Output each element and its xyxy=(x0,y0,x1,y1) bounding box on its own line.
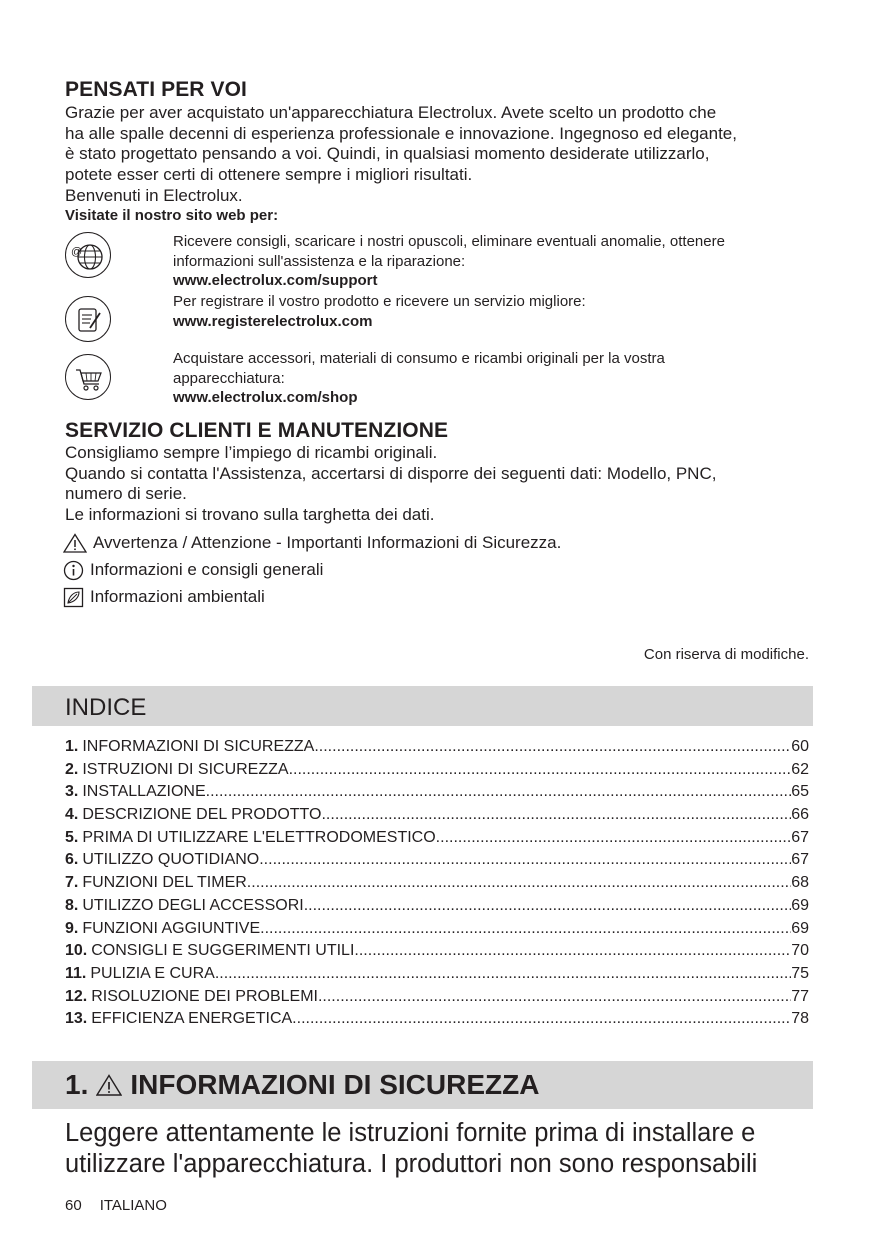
toc-title: ISTRUZIONI DI SICUREZZA xyxy=(82,760,289,778)
environment-icon xyxy=(63,587,84,608)
toc-entry[interactable] xyxy=(65,940,809,963)
service-paragraph xyxy=(65,443,825,526)
page-footer xyxy=(65,1196,167,1216)
toc-page: 77 xyxy=(791,987,809,1005)
web-link-shop xyxy=(173,349,813,408)
safety-heading: INFORMAZIONI DI SICUREZZA xyxy=(130,1069,540,1100)
toc-number: 13. xyxy=(65,1010,88,1028)
safety-number: 1. xyxy=(65,1069,89,1100)
web-link-text: Per registrare il vostro prodotto e ricevere un servizio migliore: xyxy=(173,293,586,310)
toc-entry[interactable] xyxy=(65,963,809,986)
safety-intro xyxy=(65,1118,825,1180)
intro-line: potete esser certi di ottenere sempre i migliori risultati. xyxy=(65,165,473,185)
legend-text: Informazioni e consigli generali xyxy=(90,560,324,579)
toc-entry[interactable] xyxy=(65,827,809,850)
toc-number: 7. xyxy=(65,874,79,892)
toc-number: 1. xyxy=(65,738,79,755)
toc-number: 2. xyxy=(65,760,79,778)
toc-entry[interactable] xyxy=(65,736,809,759)
web-link-text: Ricevere consigli, scaricare i nostri opuscoli, eliminare eventuali anomalie, ottenere xyxy=(173,233,725,250)
safety-title xyxy=(65,1067,539,1103)
toc-leader xyxy=(215,963,791,986)
shopping-cart-icon xyxy=(65,354,111,400)
service-line: numero di serie. xyxy=(65,484,187,504)
support-link[interactable]: www.electrolux.com/support xyxy=(173,272,378,289)
toc-number: 6. xyxy=(65,851,79,869)
service-line: Quando si contatta l'Assistenza, accertarsi di disporre dei seguenti dati: Modello, PNC, xyxy=(65,463,717,483)
web-link-text: apparecchiatura: xyxy=(173,369,285,387)
toc-number: 11. xyxy=(65,964,87,982)
toc-number: 9. xyxy=(65,919,79,937)
legend-environment xyxy=(63,586,265,608)
toc-leader xyxy=(259,849,791,872)
info-icon xyxy=(63,560,84,581)
register-icon xyxy=(65,296,111,342)
toc-title: FUNZIONI DEL TIMER xyxy=(82,874,247,892)
toc-page: 66 xyxy=(791,806,809,824)
toc-number: 12. xyxy=(65,987,88,1005)
toc-title: RISOLUZIONE DEI PROBLEMI xyxy=(91,987,318,1005)
svg-text:@: @ xyxy=(71,246,83,258)
toc-title: INFORMAZIONI DI SICUREZZA xyxy=(82,738,315,755)
globe-icon xyxy=(65,232,111,278)
service-line: Consigliamo sempre l’impiego di ricambi originali. xyxy=(65,443,438,462)
intro-line: Benvenuti in Electrolux. xyxy=(65,185,243,205)
toc-entry[interactable] xyxy=(65,895,809,918)
toc-leader xyxy=(206,781,792,804)
toc-page: 70 xyxy=(791,942,809,960)
safety-intro-line: Leggere attentamente le istruzioni fornite prima di installare e xyxy=(65,1119,756,1147)
web-link-text: informazioni sull'assistenza e la riparazione: xyxy=(173,252,466,270)
toc-title: FUNZIONI AGGIUNTIVE xyxy=(82,919,261,937)
toc-entry[interactable] xyxy=(65,986,809,1009)
toc-title: DESCRIZIONE DEL PRODOTTO xyxy=(82,806,322,824)
register-link[interactable]: www.registerelectrolux.com xyxy=(173,312,373,330)
toc-leader xyxy=(314,736,791,759)
legend-warning xyxy=(63,532,561,554)
toc-entry[interactable] xyxy=(65,759,809,782)
intro-line: è stato progettato pensando a voi. Quindi, in qualsiasi momento desiderate utilizzarlo, xyxy=(65,144,710,164)
footer-language: ITALIANO xyxy=(99,1197,167,1214)
toc-page: 67 xyxy=(791,851,809,869)
toc-leader xyxy=(354,940,791,963)
warning-icon xyxy=(96,1074,122,1096)
toc-number: 10. xyxy=(65,942,88,960)
service-title: SERVIZIO CLIENTI E MANUTENZIONE xyxy=(65,419,449,442)
toc-title: PULIZIA E CURA xyxy=(90,964,215,982)
toc-page: 62 xyxy=(791,760,809,778)
toc-entry[interactable] xyxy=(65,1008,809,1031)
page-number: 60 xyxy=(65,1197,82,1214)
toc-leader xyxy=(436,827,792,850)
toc-number: 4. xyxy=(65,806,79,824)
toc-page: 69 xyxy=(791,919,809,937)
reserve-note: Con riserva di modifiche. xyxy=(643,646,809,663)
toc-number: 8. xyxy=(65,896,79,914)
toc-entry[interactable] xyxy=(65,872,809,895)
toc-leader xyxy=(318,986,791,1009)
toc-title: PRIMA DI UTILIZZARE L'ELETTRODOMESTICO xyxy=(82,828,436,846)
legend-text: Avvertenza / Attenzione - Importanti Informazioni di Sicurezza. xyxy=(93,533,562,552)
intro-line: ha alle spalle decenni di esperienza professionale e innovazione. Ingegnoso ed elegante, xyxy=(65,123,737,143)
legend-text: Informazioni ambientali xyxy=(90,587,265,606)
web-link-register xyxy=(173,292,813,331)
visit-label: Visitate il nostro sito web per: xyxy=(65,207,279,224)
toc-entry[interactable] xyxy=(65,918,809,941)
web-link-support xyxy=(173,232,813,291)
toc-number: 5. xyxy=(65,828,79,846)
intro-line: Grazie per aver acquistato un'apparecchiatura Electrolux. Avete scelto un prodotto che xyxy=(65,103,717,122)
toc-title: UTILIZZO DEGLI ACCESSORI xyxy=(82,896,304,914)
intro-paragraph xyxy=(65,103,825,207)
toc-entry[interactable] xyxy=(65,804,809,827)
toc-number: 3. xyxy=(65,783,79,801)
service-line: Le informazioni si trovano sulla targhetta dei dati. xyxy=(65,505,435,525)
toc-title: UTILIZZO QUOTIDIANO xyxy=(82,851,260,869)
toc-leader xyxy=(292,1008,791,1031)
toc-leader xyxy=(289,759,792,782)
toc-page: 60 xyxy=(791,738,809,755)
toc-leader xyxy=(247,872,791,895)
toc-page: 78 xyxy=(791,1010,809,1028)
toc-page: 68 xyxy=(791,874,809,892)
toc-leader xyxy=(304,895,791,918)
toc-title: EFFICIENZA ENERGETICA xyxy=(91,1010,293,1028)
index-title: INDICE xyxy=(65,694,147,721)
toc-title: INSTALLAZIONE xyxy=(82,783,206,801)
toc-page: 67 xyxy=(791,828,809,846)
toc-leader xyxy=(260,918,791,941)
toc-page: 75 xyxy=(791,964,809,982)
toc-page: 65 xyxy=(791,783,809,801)
safety-intro-line: utilizzare l'apparecchiatura. I produttori non sono responsabili xyxy=(65,1150,758,1178)
index-header-band xyxy=(32,686,813,726)
legend-info xyxy=(63,559,323,581)
shop-link[interactable]: www.electrolux.com/shop xyxy=(173,389,358,406)
table-of-contents xyxy=(65,736,809,1031)
toc-page: 69 xyxy=(791,896,809,914)
toc-leader xyxy=(321,804,791,827)
warning-icon xyxy=(63,533,87,553)
toc-entry[interactable] xyxy=(65,849,809,872)
web-link-text: Acquistare accessori, materiali di consumo e ricambi originali per la vostra xyxy=(173,350,665,367)
intro-title: PENSATI PER VOI xyxy=(65,78,247,101)
toc-entry[interactable] xyxy=(65,781,809,804)
toc-title: CONSIGLI E SUGGERIMENTI UTILI xyxy=(91,942,355,960)
